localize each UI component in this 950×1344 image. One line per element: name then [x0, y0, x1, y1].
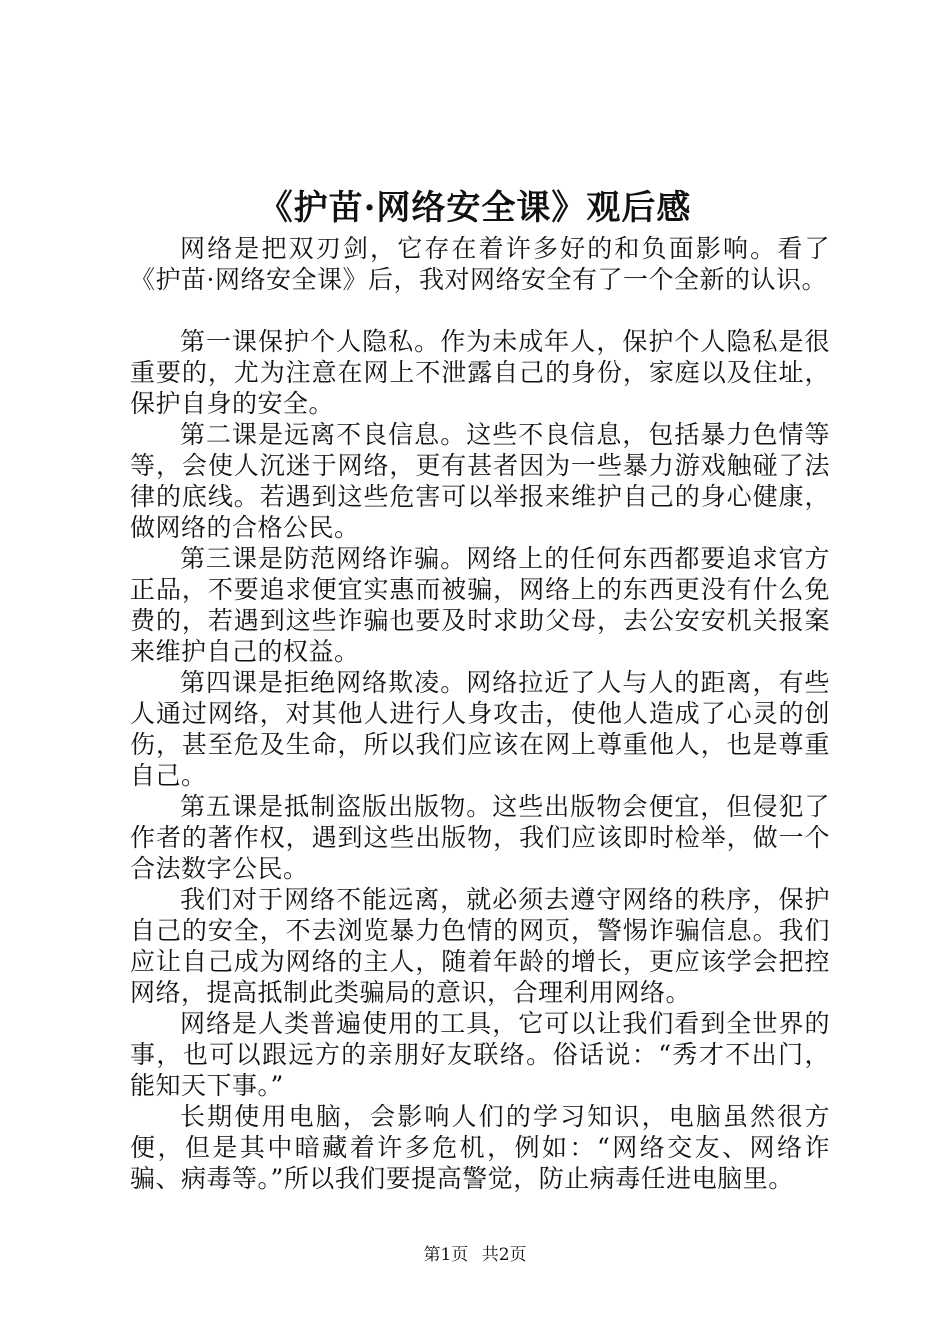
page-footer	[0, 1243, 950, 1267]
paragraph-network-tool: 网络是人类普遍使用的工具，它可以让我们看到全世界的事，也可以跟远方的亲朋好友联络。俗话说：“秀才不出门，能知天下事。”	[130, 1009, 830, 1100]
paragraph-reflection: 我们对于网络不能远离，就必须去遵守网络的秩序，保护自己的安全，不去浏览暴力色情的网页，警惕诈骗信息。我们应让自己成为网络的主人，随着年龄的增长，更应该学会把控网络，提高抵制此类骗局的意识，合理利用网络。	[130, 885, 830, 1007]
document-body	[130, 233, 830, 1194]
paragraph-computer-use: 长期使用电脑，会影响人们的学习知识，电脑虽然很方便，但是其中暗藏着许多危机，例如：“网络交友、网络诈骗、病毒等。”所以我们要提高警觉，防止病毒任进电脑里。	[130, 1102, 830, 1193]
paragraph-intro: 网络是把双刃剑，它存在着许多好的和负面影响。看了《护苗·网络安全课》后，我对网络安全有了一个全新的认识。	[130, 234, 830, 294]
paragraph-lesson-4: 第四课是拒绝网络欺凌。网络拉近了人与人的距离，有些人通过网络，对其他人进行人身攻击，使他人造成了心灵的创伤，甚至危及生命，所以我们应该在网上尊重他人，也是尊重自己。	[130, 668, 830, 790]
paragraph-lesson-5: 第五课是抵制盗版出版物。这些出版物会便宜，但侵犯了作者的著作权，遇到这些出版物，我们应该即时检举，做一个合法数字公民。	[130, 792, 830, 883]
page-number: 第1页	[423, 1245, 469, 1265]
document-title: 《护苗·网络安全课》观后感	[258, 188, 692, 228]
paragraph-lesson-1: 第一课保护个人隐私。作为未成年人，保护个人隐私是很重要的，尤为注意在网上不泄露自己的身份，家庭以及住址，保护自身的安全。	[130, 327, 830, 418]
page-total: 共2页	[481, 1245, 527, 1265]
paragraph-lesson-3: 第三课是防范网络诈骗。网络上的任何东西都要追求官方正品，不要追求便宜实惠而被骗，网络上的东西更没有什么免费的，若遇到这些诈骗也要及时求助父母，去公安安机关报案来维护自己的权益。	[130, 544, 830, 666]
paragraph-lesson-2: 第二课是远离不良信息。这些不良信息，包括暴力色情等等，会使人沉迷于网络，更有甚者因为一些暴力游戏触碰了法律的底线。若遇到这些危害可以举报来维护自己的身心健康，做网络的合格公民。	[130, 420, 830, 542]
